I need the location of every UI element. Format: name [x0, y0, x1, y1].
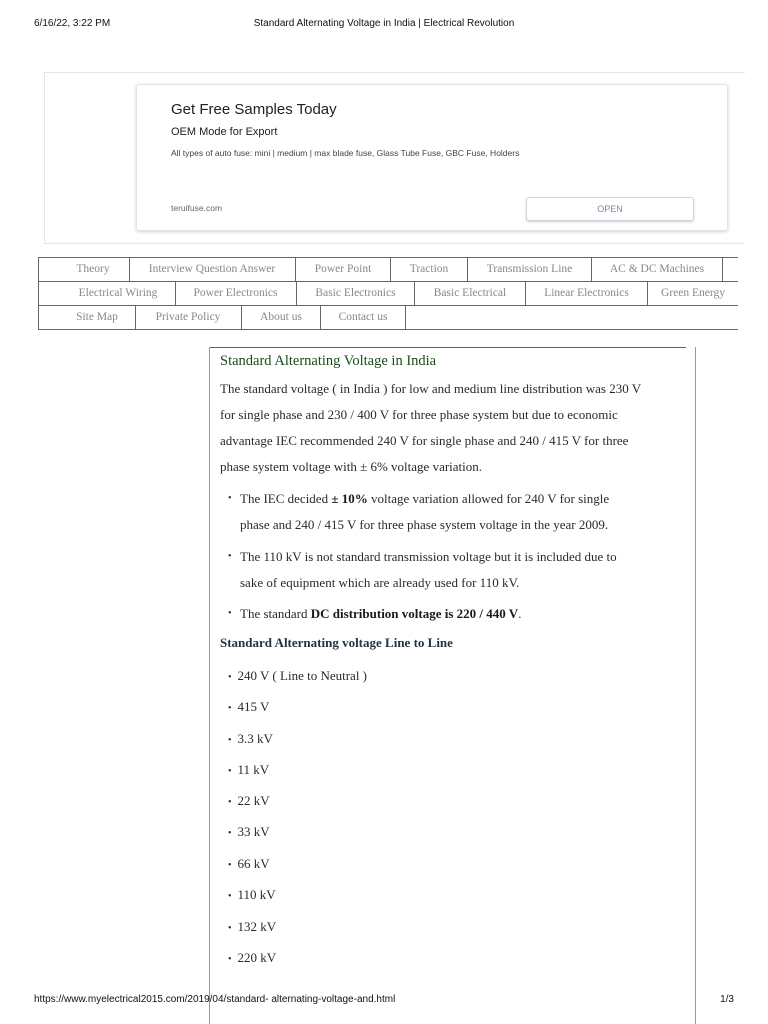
intro-line: The standard voltage ( in India ) for low and medium line distribution was 230 V: [220, 381, 642, 396]
nav-item-ac-dc-machines[interactable]: AC & DC Machines: [592, 258, 723, 281]
section-heading: Standard Alternating voltage Line to Line: [220, 635, 453, 650]
voltage-item: • 415 V: [228, 699, 270, 714]
nav-row-3: [38, 305, 738, 330]
ad-card[interactable]: [136, 84, 728, 231]
ad-domain[interactable]: teruifuse.com: [171, 203, 223, 213]
post-container: [209, 347, 696, 1024]
nav-item-interview-question-answer[interactable]: Interview Question Answer: [129, 258, 296, 281]
bullet-dc-distribution: • The standard DC distribution voltage is 220 / 440 V.: [228, 601, 668, 627]
nav-item-private-policy[interactable]: Private Policy: [135, 306, 242, 329]
nav-item-linear-electronics[interactable]: Linear Electronics: [526, 282, 648, 305]
nav-item-traction[interactable]: Traction: [391, 258, 468, 281]
voltage-item: • 240 V ( Line to Neutral ): [228, 668, 368, 683]
nav-row-1: [38, 257, 738, 282]
nav-item-contact-us[interactable]: Contact us: [321, 306, 406, 329]
bullet-dot-icon: •: [228, 551, 232, 562]
nav-item-about-us[interactable]: About us: [242, 306, 321, 329]
bullet-iec-variation: • The IEC decided ± 10% voltage variation allowed for 240 V for single phase and 240 / 415 V for three phase system voltage in the year 2009.: [228, 486, 668, 538]
print-page-title: Standard Alternating Voltage in India | Electrical Revolution: [253, 18, 515, 29]
nav-item-transmission-line[interactable]: Transmission Line: [468, 258, 592, 281]
print-header: [0, 0, 768, 40]
bullet-dot-icon: •: [228, 493, 232, 504]
intro-line: phase system voltage with ± 6% voltage variation.: [220, 459, 483, 474]
nav-item-green-energy[interactable]: Green Energy: [661, 287, 725, 299]
intro-line: advantage IEC recommended 240 V for single phase and 240 / 415 V for three: [220, 433, 629, 448]
voltage-item: • 110 kV: [228, 887, 276, 902]
nav-row-2: [38, 281, 738, 306]
print-datetime: 6/16/22, 3:22 PM: [34, 18, 111, 29]
intro-line: for single phase and 230 / 400 V for three phase system but due to economic: [220, 407, 618, 422]
nav-item-electrical-wiring[interactable]: Electrical Wiring: [38, 282, 176, 305]
ad-description: All types of auto fuse: mini | medium | max blade fuse, Glass Tube Fuse, GBC Fuse, Holders: [171, 148, 520, 158]
post-top-divider: [210, 347, 686, 348]
bullet-110kv: • The 110 kV is not standard transmission voltage but it is included due to sake of equipment which are already used for 110 kV.: [228, 544, 668, 596]
nav-bottom-border: [38, 329, 738, 330]
ad-open-button[interactable]: OPEN: [526, 197, 694, 221]
voltage-item: • 11 kV: [228, 762, 270, 777]
voltage-item: • 132 kV: [228, 919, 277, 934]
nav-item-site-map[interactable]: Site Map: [38, 306, 136, 329]
print-page-number: 1/3: [720, 994, 734, 1005]
voltage-item: • 66 kV: [228, 856, 270, 871]
voltage-item: • 220 kV: [228, 950, 277, 965]
nav-item-basic-electrical[interactable]: Basic Electrical: [415, 282, 526, 305]
voltage-item: • 22 kV: [228, 793, 270, 808]
voltage-item: • 3.3 kV: [228, 731, 273, 746]
nav-item-basic-electronics[interactable]: Basic Electronics: [297, 282, 415, 305]
post-intro: [220, 376, 690, 480]
nav-item-theory[interactable]: Theory: [38, 258, 130, 281]
post-title: Standard Alternating Voltage in India: [220, 353, 437, 369]
voltage-item: • 33 kV: [228, 824, 270, 839]
print-url: https://www.myelectrical2015.com/2019/04/standard- alternating-voltage-and.html: [34, 994, 396, 1005]
ad-headline[interactable]: Get Free Samples Today: [171, 101, 337, 118]
ad-subheadline: OEM Mode for Export: [171, 126, 278, 138]
bullet-dot-icon: •: [228, 608, 232, 619]
nav-item-power-point[interactable]: Power Point: [296, 258, 391, 281]
nav-item-power-electronics[interactable]: Power Electronics: [175, 282, 297, 305]
print-footer: [0, 992, 768, 1012]
